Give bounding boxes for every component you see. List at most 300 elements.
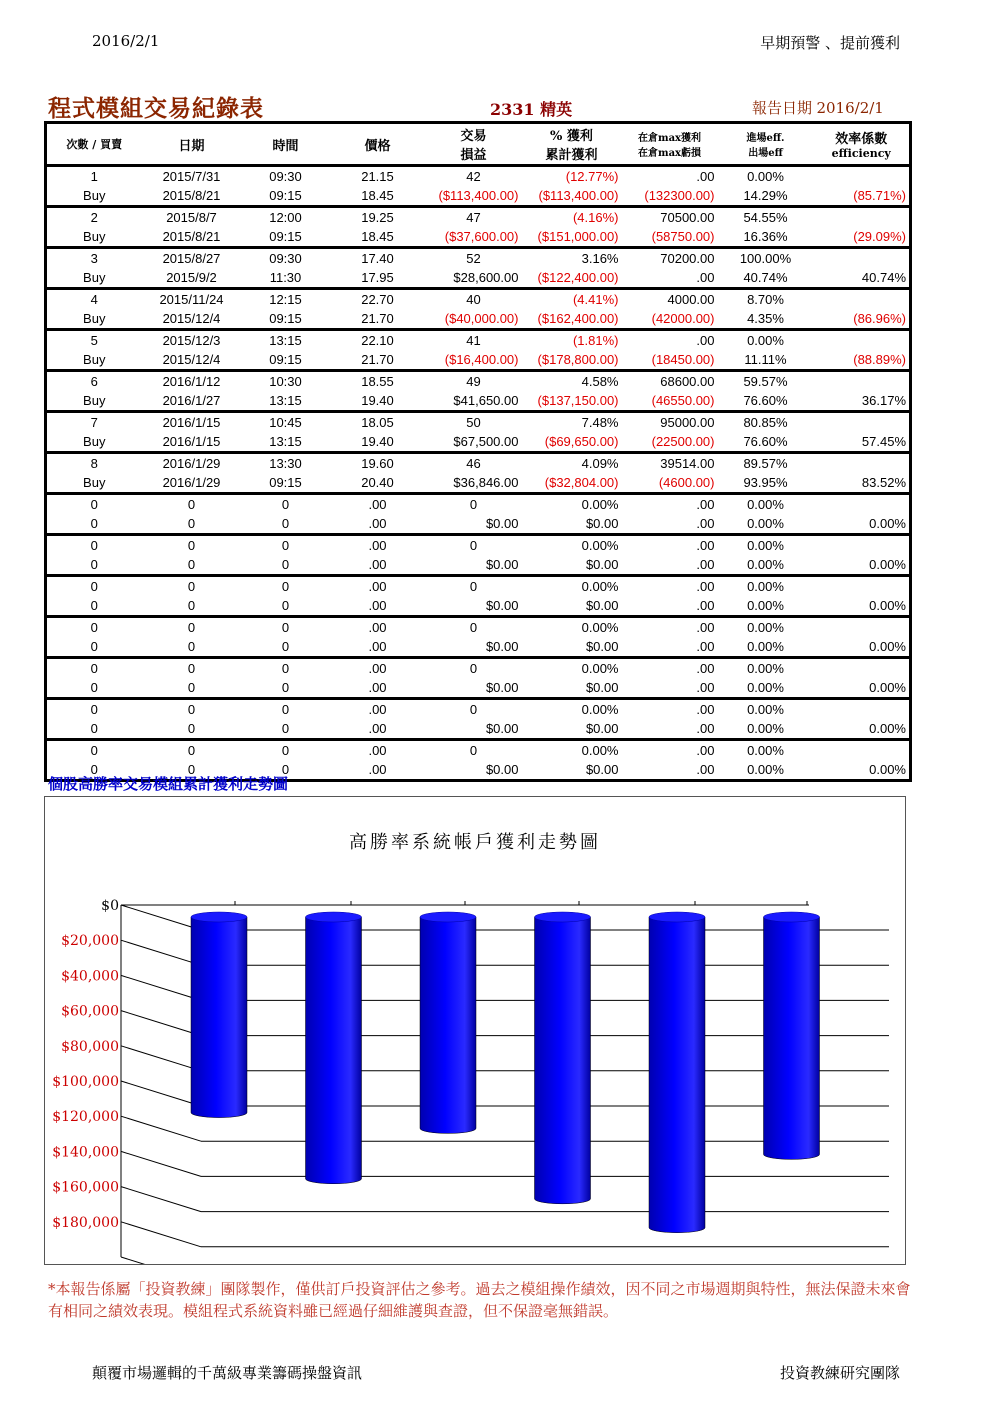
chart-bar xyxy=(764,917,820,1159)
efficiency-value: 40.74% xyxy=(814,268,911,289)
chart-bar-top xyxy=(649,912,705,922)
efficiency-blank xyxy=(814,166,911,187)
table-header-row xyxy=(46,123,911,166)
trade-points: 0 xyxy=(426,494,522,515)
efficiency-value: 57.45% xyxy=(814,432,911,453)
trade-record-table xyxy=(44,121,912,782)
entry-time: 13:15 xyxy=(242,330,330,351)
max-loss: .00 xyxy=(696,639,715,654)
col-header-pnl-1: 交易 xyxy=(460,129,487,144)
exit-time: 0 xyxy=(281,680,290,695)
trade-points: 49 xyxy=(426,371,522,392)
chart-section-label: 個股高勝率交易模組累計獲利走勢圖 xyxy=(48,775,289,793)
pct-profit: 4.09% xyxy=(522,453,622,474)
trade-points: 0 xyxy=(426,699,522,720)
efficiency-value: 0.00% xyxy=(814,555,911,576)
trade-number: 0 xyxy=(46,658,142,679)
trade-number: 0 xyxy=(46,576,142,597)
table-row xyxy=(46,658,911,679)
entry-date: 2015/7/31 xyxy=(142,166,242,187)
chart-grid-diag xyxy=(121,905,201,930)
entry-eff: 100.00% xyxy=(718,248,814,269)
efficiency-blank xyxy=(814,576,911,597)
exit-date: 0 xyxy=(142,760,242,781)
max-loss: (42000.00) xyxy=(651,311,715,326)
y-tick-label: $140,000 xyxy=(52,1144,119,1161)
entry-eff: 8.70% xyxy=(718,289,814,310)
entry-price: 18.05 xyxy=(330,412,426,433)
cumulative-pnl: $0.00 xyxy=(522,760,622,781)
col-header-pct-1: % 獲利 xyxy=(550,129,593,144)
chart-bar-top xyxy=(764,912,820,922)
table-row xyxy=(46,289,911,310)
chart-bar xyxy=(535,917,591,1204)
exit-eff: 0.00% xyxy=(718,760,814,781)
max-profit: 70200.00 xyxy=(622,248,718,269)
efficiency-value: 0.00% xyxy=(814,760,911,781)
entry-date: 2016/1/12 xyxy=(142,371,242,392)
entry-date: 2016/1/15 xyxy=(142,412,242,433)
entry-time: 09:30 xyxy=(242,166,330,187)
entry-date: 0 xyxy=(142,576,242,597)
col-header-date: 日期 xyxy=(142,123,242,166)
exit-time: 09:15 xyxy=(269,352,302,367)
col-header-pct-2: 累計獲利 xyxy=(545,148,598,163)
y-tick-label: $160,000 xyxy=(52,1179,119,1196)
pct-profit: 4.58% xyxy=(522,371,622,392)
exit-time: 0 xyxy=(281,721,290,736)
exit-eff: 11.11% xyxy=(744,352,787,367)
pct-profit: 0.00% xyxy=(522,617,622,638)
chart-bar-top xyxy=(535,912,591,922)
y-tick-label: $40,000 xyxy=(61,968,119,985)
exit-date: 2015/8/21 xyxy=(162,188,221,203)
chart-bar xyxy=(306,917,362,1184)
cumulative-pnl: ($69,650.00) xyxy=(544,434,619,449)
exit-date: 2015/8/21 xyxy=(162,229,221,244)
exit-eff: 40.74% xyxy=(743,270,788,285)
max-loss: .00 xyxy=(696,721,715,736)
entry-price: .00 xyxy=(330,699,426,720)
chart-grid-diag xyxy=(121,1116,201,1141)
entry-date: 2015/11/24 xyxy=(142,289,242,310)
chart-title: 高勝率系統帳戶獲利走勢圖 xyxy=(349,832,601,853)
exit-date: 2016/1/15 xyxy=(162,434,221,449)
chart-grid-diag xyxy=(121,1222,201,1247)
exit-date: 2015/12/4 xyxy=(162,311,221,326)
exit-price: .00 xyxy=(368,721,387,736)
trade-number: 8 xyxy=(46,453,142,474)
entry-price: 21.15 xyxy=(330,166,426,187)
max-loss: (18450.00) xyxy=(651,352,715,367)
cumulative-pnl: $0.00 xyxy=(585,516,619,531)
table-row xyxy=(46,740,911,761)
table-row xyxy=(46,699,911,720)
max-profit: .00 xyxy=(622,576,718,597)
entry-date: 0 xyxy=(142,617,242,638)
entry-price: 17.40 xyxy=(330,248,426,269)
exit-eff: 0.00% xyxy=(747,639,784,654)
trade-points: 0 xyxy=(426,617,522,638)
entry-eff: 0.00% xyxy=(718,699,814,720)
exit-price: .00 xyxy=(330,760,426,781)
trade-points: 50 xyxy=(426,412,522,433)
chart-grid-diag xyxy=(121,1046,201,1071)
max-profit: 68600.00 xyxy=(622,371,718,392)
max-loss: (4600.00) xyxy=(658,475,715,490)
chart-bar xyxy=(420,917,476,1133)
col-header-pnl xyxy=(426,123,522,166)
trade-pnl: ($113,400.00) xyxy=(438,188,519,203)
exit-eff: 76.60% xyxy=(743,393,788,408)
trade-number: 0 xyxy=(46,699,142,720)
col-header-pnl-2: 損益 xyxy=(460,148,487,163)
table-row xyxy=(46,166,911,187)
exit-price: 20.40 xyxy=(361,475,394,490)
chart-grid-diag xyxy=(121,1081,201,1106)
table-row xyxy=(46,227,911,248)
cumulative-pnl: ($162,400.00) xyxy=(537,311,619,326)
exit-price: .00 xyxy=(368,639,387,654)
pct-profit: (1.81%) xyxy=(522,330,622,351)
entry-date: 2015/12/3 xyxy=(142,330,242,351)
pct-profit: 0.00% xyxy=(522,658,622,679)
exit-time: 09:15 xyxy=(269,311,302,326)
entry-eff: 0.00% xyxy=(718,535,814,556)
entry-date: 2015/8/7 xyxy=(142,207,242,228)
trade-pnl: $41,650.00 xyxy=(453,393,519,408)
table-row xyxy=(46,432,911,453)
trade-points: 41 xyxy=(426,330,522,351)
trade-side: Buy xyxy=(46,432,142,453)
trade-points: 40 xyxy=(426,289,522,310)
efficiency-blank xyxy=(814,658,911,679)
entry-eff: 80.85% xyxy=(718,412,814,433)
exit-price: 18.45 xyxy=(361,188,394,203)
cumulative-pnl: ($113,400.00) xyxy=(538,188,619,203)
trade-side: Buy xyxy=(46,186,142,207)
entry-time: 0 xyxy=(242,740,330,761)
table-row xyxy=(46,596,911,617)
trade-pnl: $0.00 xyxy=(485,598,519,613)
exit-eff: 0.00% xyxy=(747,680,784,695)
col-header-max-2: 在倉max虧損 xyxy=(637,148,702,159)
exit-time: 09:15 xyxy=(269,475,302,490)
chart-bar-top xyxy=(191,912,247,922)
entry-price: 19.60 xyxy=(330,453,426,474)
efficiency-value: 0.00% xyxy=(814,514,911,535)
pct-profit: 3.16% xyxy=(522,248,622,269)
trade-number: 4 xyxy=(46,289,142,310)
trade-pnl: $0.00 xyxy=(485,557,519,572)
chart-grid-diag xyxy=(121,940,201,965)
trade-side: Buy xyxy=(46,350,142,371)
exit-date: 2015/12/4 xyxy=(162,352,221,367)
trade-side: 0 xyxy=(46,719,142,740)
y-tick-label: $20,000 xyxy=(61,933,119,950)
entry-price: 19.25 xyxy=(330,207,426,228)
exit-time: 09:15 xyxy=(269,188,302,203)
exit-eff: 4.35% xyxy=(747,311,784,326)
exit-price: 18.45 xyxy=(361,229,394,244)
entry-time: 10:30 xyxy=(242,371,330,392)
table-row xyxy=(46,617,911,638)
cumulative-pnl: ($151,000.00) xyxy=(537,229,619,244)
trade-pnl: $0.00 xyxy=(485,516,519,531)
header-date: 2016/2/1 xyxy=(92,32,160,50)
trade-points: 46 xyxy=(426,453,522,474)
chart-bar xyxy=(191,917,247,1118)
pct-profit: (4.41%) xyxy=(522,289,622,310)
exit-eff: 76.60% xyxy=(743,434,788,449)
trade-side: Buy xyxy=(46,391,142,412)
table-row xyxy=(46,576,911,597)
exit-price: 19.40 xyxy=(361,434,394,449)
table-row xyxy=(46,248,911,269)
chart-grid-diag xyxy=(121,1187,201,1212)
max-profit: .00 xyxy=(622,535,718,556)
trade-number: 1 xyxy=(46,166,142,187)
entry-eff: 59.57% xyxy=(718,371,814,392)
trade-pnl: $0.00 xyxy=(485,721,519,736)
trade-pnl: $0.00 xyxy=(426,760,522,781)
pct-profit: 0.00% xyxy=(522,535,622,556)
efficiency-value: (85.71%) xyxy=(814,186,911,207)
entry-time: 13:30 xyxy=(242,453,330,474)
footer-right: 投資教練研究團隊 xyxy=(779,1364,900,1382)
trade-points: 0 xyxy=(426,658,522,679)
trade-pnl: $0.00 xyxy=(485,639,519,654)
trade-number: 0 xyxy=(46,617,142,638)
efficiency-blank xyxy=(814,412,911,433)
exit-price: 21.70 xyxy=(361,311,394,326)
cumulative-pnl: $0.00 xyxy=(585,557,619,572)
exit-eff: 0.00% xyxy=(747,516,784,531)
entry-price: .00 xyxy=(330,658,426,679)
col-header-time: 時間 xyxy=(242,123,330,166)
entry-time: 10:45 xyxy=(242,412,330,433)
trade-points: 47 xyxy=(426,207,522,228)
exit-date: 2016/1/29 xyxy=(162,475,221,490)
trade-number: 0 xyxy=(46,535,142,556)
table-row xyxy=(46,186,911,207)
efficiency-blank xyxy=(814,330,911,351)
trade-number: 2 xyxy=(46,207,142,228)
entry-price: .00 xyxy=(330,617,426,638)
trade-side: Buy xyxy=(46,473,142,494)
table-row xyxy=(46,535,911,556)
table-row xyxy=(46,412,911,433)
chart-svg xyxy=(45,797,905,1264)
max-loss: .00 xyxy=(622,760,718,781)
max-profit: .00 xyxy=(622,658,718,679)
efficiency-blank xyxy=(814,248,911,269)
chart-box xyxy=(44,796,906,1265)
max-profit: 4000.00 xyxy=(622,289,718,310)
pct-profit: 0.00% xyxy=(522,740,622,761)
entry-price: .00 xyxy=(330,535,426,556)
col-header-eff xyxy=(718,123,814,166)
efficiency-value: (88.89%) xyxy=(814,350,911,371)
exit-time: 09:15 xyxy=(269,229,302,244)
exit-time: 13:15 xyxy=(269,393,302,408)
trade-number: 6 xyxy=(46,371,142,392)
cumulative-pnl: ($178,800.00) xyxy=(537,352,619,367)
table-body xyxy=(46,166,911,781)
table-row xyxy=(46,719,911,740)
exit-eff: 16.36% xyxy=(743,229,788,244)
table-row xyxy=(46,309,911,330)
entry-eff: 0.00% xyxy=(718,740,814,761)
report-date-value: 2016/2/1 xyxy=(816,99,884,117)
table-row xyxy=(46,391,911,412)
entry-eff: 0.00% xyxy=(718,658,814,679)
entry-eff: 0.00% xyxy=(718,617,814,638)
exit-time: 0 xyxy=(281,639,290,654)
entry-eff: 0.00% xyxy=(718,166,814,187)
table-row xyxy=(46,371,911,392)
trade-pnl: ($16,400.00) xyxy=(444,352,519,367)
y-tick-label: $180,000 xyxy=(52,1214,119,1231)
col-header-price: 價格 xyxy=(330,123,426,166)
pct-profit: 7.48% xyxy=(522,412,622,433)
max-profit: 95000.00 xyxy=(622,412,718,433)
entry-price: .00 xyxy=(330,494,426,515)
y-tick-label: $80,000 xyxy=(61,1038,119,1055)
trade-side: 0 xyxy=(46,514,142,535)
trade-side: 0 xyxy=(46,760,142,781)
entry-price: .00 xyxy=(330,740,426,761)
table-row xyxy=(46,637,911,658)
pct-profit: 0.00% xyxy=(522,699,622,720)
efficiency-value: (29.09%) xyxy=(814,227,911,248)
efficiency-blank xyxy=(814,371,911,392)
efficiency-value: 36.17% xyxy=(814,391,911,412)
max-profit: .00 xyxy=(622,699,718,720)
trade-side: Buy xyxy=(46,309,142,330)
max-loss: (22500.00) xyxy=(651,434,715,449)
cumulative-pnl: $0.00 xyxy=(585,721,619,736)
chart-grid-diag xyxy=(121,1011,201,1036)
trade-pnl: $36,846.00 xyxy=(453,475,519,490)
entry-price: .00 xyxy=(330,576,426,597)
report-date-label: 報告日期 xyxy=(752,99,813,117)
efficiency-value: 0.00% xyxy=(814,719,911,740)
col-header-max-1: 在倉max獲利 xyxy=(637,133,702,144)
chart-grid-diag xyxy=(121,1151,201,1176)
trade-pnl: ($40,000.00) xyxy=(444,311,519,326)
exit-eff: 0.00% xyxy=(747,721,784,736)
trade-points: 0 xyxy=(426,535,522,556)
exit-price: .00 xyxy=(368,516,387,531)
trade-side: 0 xyxy=(46,555,142,576)
cumulative-pnl: $0.00 xyxy=(585,598,619,613)
trade-pnl: ($37,600.00) xyxy=(444,229,519,244)
pct-profit: (4.16%) xyxy=(522,207,622,228)
exit-date: 0 xyxy=(187,721,196,736)
exit-time: 0 xyxy=(281,598,290,613)
chart-bar-top xyxy=(306,912,362,922)
entry-date: 2016/1/29 xyxy=(142,453,242,474)
table-row xyxy=(46,514,911,535)
exit-time: 0 xyxy=(281,557,290,572)
pct-profit: 0.00% xyxy=(522,576,622,597)
max-loss: .00 xyxy=(696,557,715,572)
col-header-seq: 次數 / 買賣 xyxy=(46,123,142,166)
entry-eff: 0.00% xyxy=(718,330,814,351)
entry-date: 0 xyxy=(142,658,242,679)
exit-date: 0 xyxy=(187,598,196,613)
max-profit: .00 xyxy=(622,494,718,515)
trade-pnl: $28,600.00 xyxy=(453,270,519,285)
exit-eff: 14.29% xyxy=(743,188,788,203)
trade-side: Buy xyxy=(46,227,142,248)
table-row xyxy=(46,453,911,474)
table-row xyxy=(46,350,911,371)
report-date xyxy=(752,97,884,118)
max-profit: .00 xyxy=(622,740,718,761)
pct-profit: (12.77%) xyxy=(522,166,622,187)
table-row xyxy=(46,207,911,228)
table-row xyxy=(46,473,911,494)
entry-time: 0 xyxy=(242,617,330,638)
trade-side: 0 xyxy=(46,637,142,658)
exit-price: .00 xyxy=(368,598,387,613)
entry-date: 0 xyxy=(142,699,242,720)
trade-side: 0 xyxy=(46,596,142,617)
table-row xyxy=(46,330,911,351)
col-header-max xyxy=(622,123,718,166)
entry-eff: 89.57% xyxy=(718,453,814,474)
exit-time: 11:30 xyxy=(269,270,302,285)
exit-price: 21.70 xyxy=(361,352,394,367)
efficiency-blank xyxy=(814,535,911,556)
cumulative-pnl: ($122,400.00) xyxy=(537,270,619,285)
trade-pnl: $67,500.00 xyxy=(453,434,519,449)
trade-number: 7 xyxy=(46,412,142,433)
entry-time: 12:15 xyxy=(242,289,330,310)
exit-date: 0 xyxy=(187,516,196,531)
table-row xyxy=(46,268,911,289)
cumulative-pnl: ($32,804.00) xyxy=(544,475,619,490)
exit-price: .00 xyxy=(368,680,387,695)
exit-eff: 0.00% xyxy=(747,557,784,572)
efficiency-blank xyxy=(814,617,911,638)
entry-eff: 0.00% xyxy=(718,576,814,597)
max-profit: .00 xyxy=(622,617,718,638)
max-loss: (58750.00) xyxy=(651,229,715,244)
stock-label: 2331 精英 xyxy=(490,100,573,119)
exit-time: 0 xyxy=(242,760,330,781)
max-loss: .00 xyxy=(696,516,715,531)
table-row xyxy=(46,555,911,576)
entry-time: 0 xyxy=(242,699,330,720)
chart-bar-top xyxy=(420,912,476,922)
efficiency-blank xyxy=(814,207,911,228)
efficiency-blank xyxy=(814,289,911,310)
chart-grid-diag xyxy=(121,1257,201,1264)
exit-eff: 0.00% xyxy=(747,598,784,613)
max-profit: 70500.00 xyxy=(622,207,718,228)
table-row xyxy=(46,678,911,699)
trade-pnl: $0.00 xyxy=(485,680,519,695)
pct-profit: 0.00% xyxy=(522,494,622,515)
col-header-efficiency-2: efficiency xyxy=(831,147,891,160)
exit-date: 0 xyxy=(187,557,196,572)
entry-time: 12:00 xyxy=(242,207,330,228)
entry-date: 0 xyxy=(142,494,242,515)
exit-date: 2016/1/27 xyxy=(162,393,221,408)
